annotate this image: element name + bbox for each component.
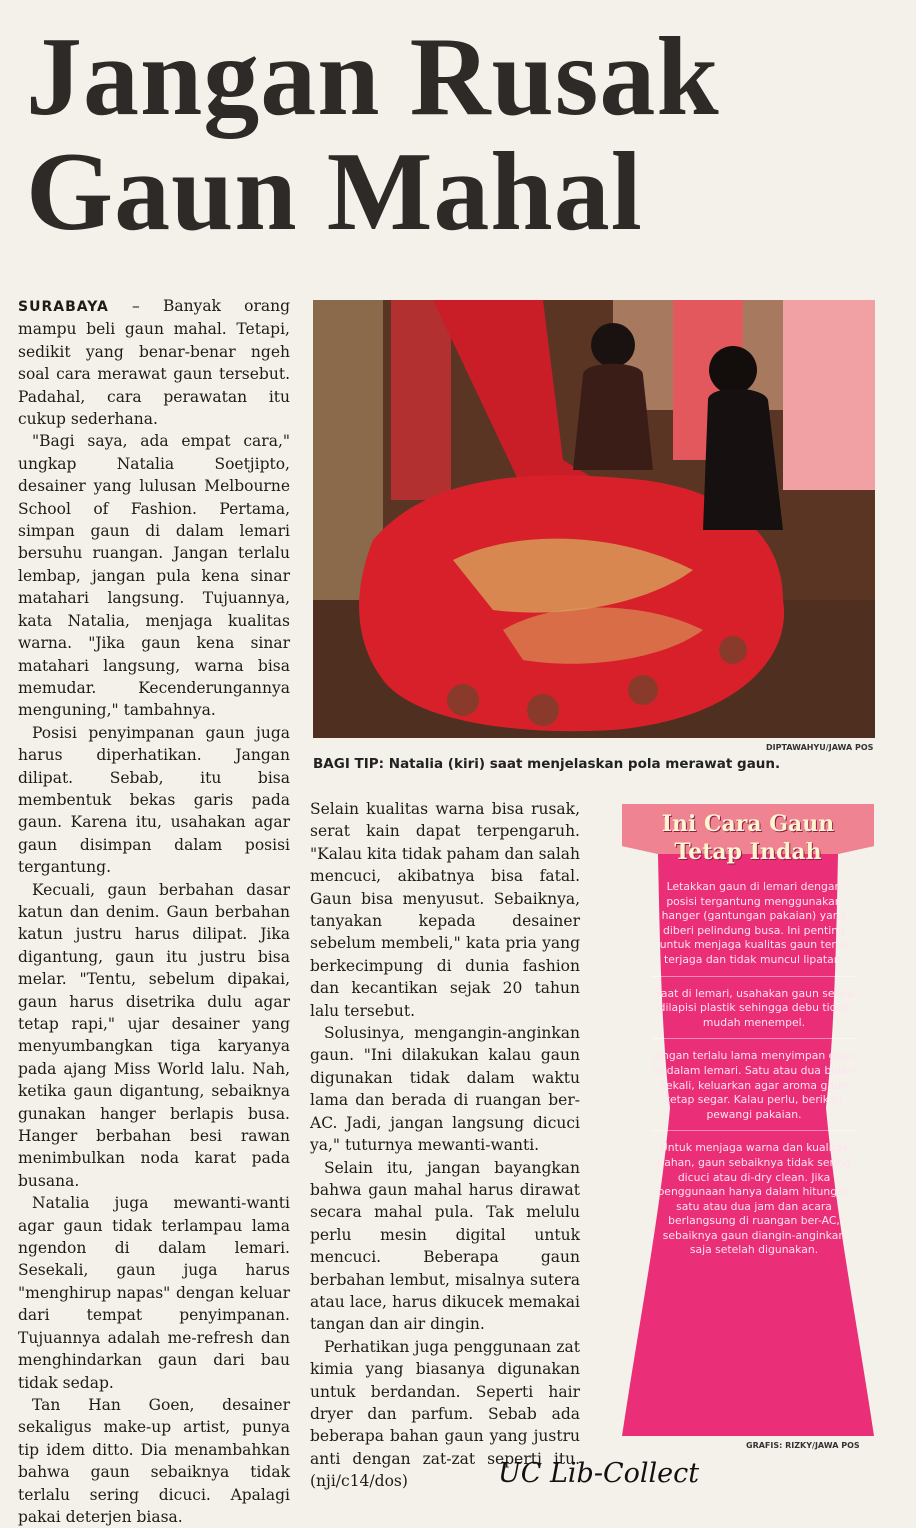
collection-signature: UC Lib-Collect [498, 1458, 700, 1489]
tips-sidebar [612, 796, 884, 1446]
article-paragraph: Perhatikan juga penggunaan zat kimia yang biasanya digunakan untuk berdandan. Seperti hair dryer dan parfum. Sebab ada beberapa bahan gaun yang justru anti dengan zat-zat seperti itu. (nji/c14/dos) [310, 1337, 580, 1491]
article-column-middle [310, 798, 580, 1493]
article-paragraph: Kecuali, gaun berbahan dasar katun dan denim. Gaun berbahan katun justru harus dilipat. Jika digantung, gaun itu justru bisa melar. "Tentu, sebelum dipakai, gaun harus disetrika dulu agar tetap rapi," ujar desainer yang menyumbangkan tiga karyanya pada ajang Miss World lalu. Nah, ketika gaun digantung, sebaiknya gunakan hanger berlapis busa. Hanger berbahan besi rawan menimbulkan noda karat pada busana. [18, 880, 290, 1190]
dateline: SURABAYA [18, 299, 109, 315]
sidebar-tips [652, 880, 856, 1276]
headline [26, 15, 886, 254]
article-photo [313, 300, 875, 738]
tip-item: Untuk menjaga warna dan kualitas bahan, gaun sebaiknya tidak sering dicuci atau di-dry clean. Jika penggunaan hanya dalam hitungan satu atau dua jam dan acara berlangsung di ruangan ber-AC, sebaiknya gaun diangin-anginkan saja setelah digunakan. [657, 1141, 851, 1257]
photo-caption: BAGI TIP: Natalia (kiri) saat menjelaskan pola merawat gaun. [313, 756, 781, 772]
tip-item: Saat di lemari, usahakan gaun selalu dilapisi plastik sehingga debu tidak mudah menempel. [652, 987, 856, 1040]
tip-item: Letakkan gaun di lemari dengan posisi tergantung menggunakan hanger (gantungan pakaian) yang diberi pelindung busa. Ini penting untuk menjaga kualitas gaun terus terjaga dan tidak muncul lipatan. [652, 880, 856, 977]
headline-line-1: Jangan Rusak [26, 15, 720, 139]
article-paragraph: Natalia juga mewanti-wanti agar gaun tidak terlampau lama ngendon di dalam lemari. Sesekali, gaun juga harus "menghirup napas" dengan keluar dari tempat penyimpanan. Tujuannya adalah me-refresh dan menghindarkan gaun dari bau tidak sedap. [18, 1194, 290, 1392]
photo-credit: DIPTAWAHYU/JAWA POS [766, 743, 874, 752]
article-paragraph: Selain itu, jangan bayangkan bahwa gaun mahal harus dirawat secara mahal pula. Tak melulu perlu mesin digital untuk mencuci. Beberapa gaun berbahan lembut, misalnya sutera atau lace, harus dikucek memakai tangan dan air dingin. [310, 1158, 580, 1334]
sidebar-title: Ini Cara Gaun Tetap Indah [661, 811, 835, 865]
article-paragraph: SURABAYA – Banyak orang mampu beli gaun mahal. Tetapi, sedikit yang benar-benar ngeh soal cara merawat gaun tersebut. Padahal, cara perawatan itu cukup sederhana. [18, 297, 290, 429]
graphic-credit: GRAFIS: RIZKY/JAWA POS [746, 1441, 860, 1450]
photo-illustration [313, 300, 875, 738]
tip-item: Jangan terlalu lama menyimpan gaun di dalam lemari. Satu atau dua bulan sekali, keluarkan agar aroma gaun tetap segar. Kalau perlu, berikan pewangi pakaian. [652, 1049, 856, 1131]
article-paragraph: Tan Han Goen, desainer sekaligus make-up artist, punya tip idem ditto. Dia menambahkan bahwa gaun sebaiknya tidak terlalu sering dicuci. Apalagi pakai deterjen biasa. [18, 1395, 290, 1526]
article-column-left [18, 295, 290, 1528]
article-paragraph: "Bagi saya, ada empat cara," ungkap Natalia Soetjipto, desainer yang lulusan Melbourne School of Fashion. Pertama, simpan gaun di dalam lemari bersuhu ruangan. Jangan terlalu lembap, jangan pula kena sinar matahari langsung. Tujuannya, kata Natalia, menjaga kualitas warna. "Jika gaun kena sinar matahari langsung, warna bisa memudar. Kecenderungannya menguning," tambahnya. [18, 432, 290, 720]
article-paragraph: Posisi penyimpanan gaun juga harus diperhatikan. Jangan dilipat. Sebab, itu bisa membentuk bekas garis pada gaun. Karena itu, usahakan agar gaun disimpan dalam posisi tergantung. [18, 723, 290, 877]
headline-line-2: Gaun Mahal [26, 130, 643, 254]
article-paragraph: Solusinya, mengangin-anginkan gaun. "Ini dilakukan kalau gaun digunakan tidak dalam waktu lama dan berada di ruangan ber-AC. Jadi, jangan langsung dicuci ya," tuturnya mewanti-wanti. [310, 1024, 580, 1155]
article-paragraph: Selain kualitas warna bisa rusak, serat kain dapat terpengaruh. "Kalau kita tidak paham dan salah mencuci, akibatnya bisa fatal. Gaun bisa menyusut. Sebaiknya, tanyakan kepada desainer sebelum membeli," kata pria yang berkecimpung di dunia fashion dan kecantikan sejak 20 tahun lalu tersebut. [310, 800, 580, 1020]
